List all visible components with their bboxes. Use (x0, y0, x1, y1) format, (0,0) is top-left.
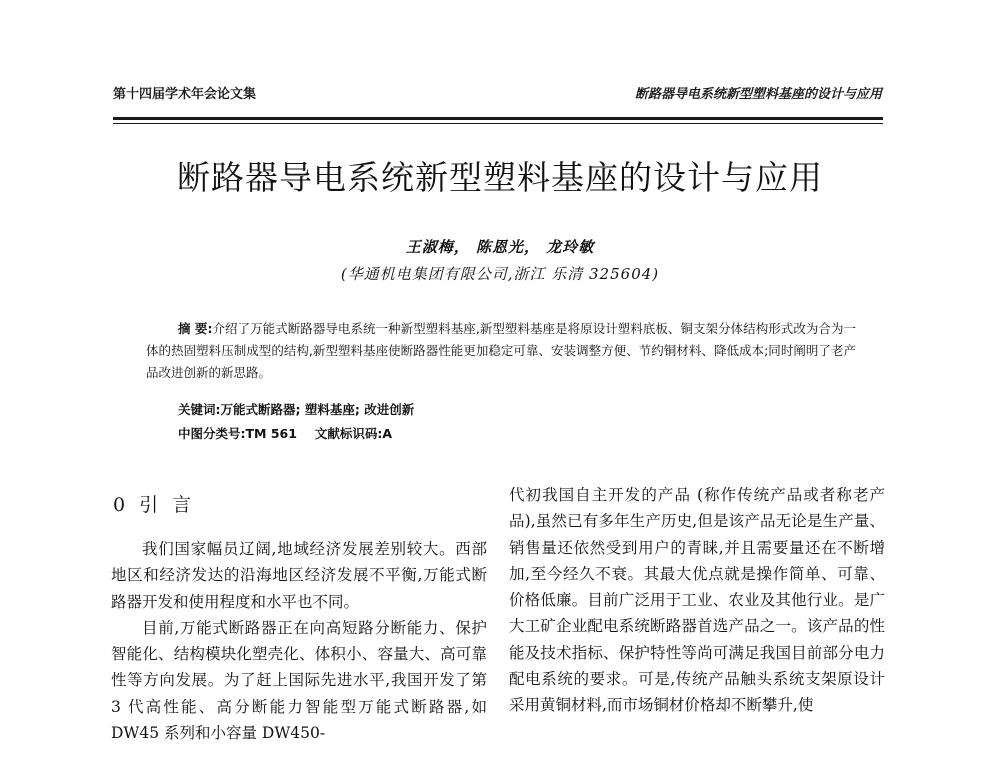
keywords-text: 万能式断路器; 塑料基座; 改进创新 (220, 402, 415, 417)
paragraph: 目前,万能式断路器正在向高短路分断能力、保护智能化、结构模块化塑壳化、体积小、容量大、高可靠性等方向发展。为了赶上国际先进水平,我国开发了第 3 代高性能、高分断能力智能型万能式断路器,如 DW45 系列和小容量 DW450- (111, 618, 487, 743)
body-column-left (111, 536, 487, 746)
body-column-right (509, 482, 885, 719)
abstract-label: 摘 要: (178, 321, 213, 336)
classification-label: 中图分类号: (178, 426, 246, 441)
paper-title: 断路器导电系统新型塑料基座的设计与应用 (177, 158, 823, 197)
doc-code-label: 文献标识码: (314, 426, 383, 441)
keywords (178, 400, 414, 418)
header-rule-thin (113, 123, 883, 124)
keywords-label: 关键词: (178, 402, 221, 417)
classification-value: TM 561 (245, 426, 297, 441)
header-rule-thick (113, 117, 883, 120)
abstract (146, 318, 856, 384)
abstract-text: 介绍了万能式断路器导电系统一种新型塑料基座,新型塑料基座是将原设计塑料底板、铜支架分体结构形式改为合为一体的热固塑料压制成型的结构,新型塑料基座使断路器性能更加稳定可靠、安装调整方便、节约铜材料、降低成本;同时阐明了老产品改进创新的新思路。 (146, 321, 856, 380)
section-heading: 0 引 言 (113, 494, 196, 516)
paragraph: 我们国家幅员辽阔,地域经济发展差别较大。西部地区和经济发达的沿海地区经济发展不平衡,万能式断路器开发和使用程度和水平也不同。 (111, 540, 487, 611)
author-list: 王淑梅， 陈恩光， 龙玲敏 (405, 238, 595, 256)
classification (178, 424, 392, 442)
running-header-left: 第十四届学术年会论文集 (113, 87, 257, 102)
affiliation: (华通机电集团有限公司,浙江 乐清 325604) (340, 265, 660, 283)
doc-code-value: A (382, 426, 393, 441)
paragraph: 代初我国自主开发的产品 (称作传统产品或者称老产品),虽然已有多年生产历史,但是该产品无论是生产量、销售量还依然受到用户的青睐,并且需要量还在不断增加,至今经久不衰。其最大优点就是操作简单、可靠、价格低廉。目前广泛用于工业、农业及其他行业。是广大工矿企业配电系统断路器首选产品之一。该产品的性能及技术指标、保护特性等尚可满足我国目前部分电力配电系统的要求。可是,传统产品触头系统支架原设计采用黄铜材料,而市场铜材价格却不断攀升,使 (509, 486, 885, 715)
running-header-right: 断路器导电系统新型塑料基座的设计与应用 (634, 87, 882, 102)
